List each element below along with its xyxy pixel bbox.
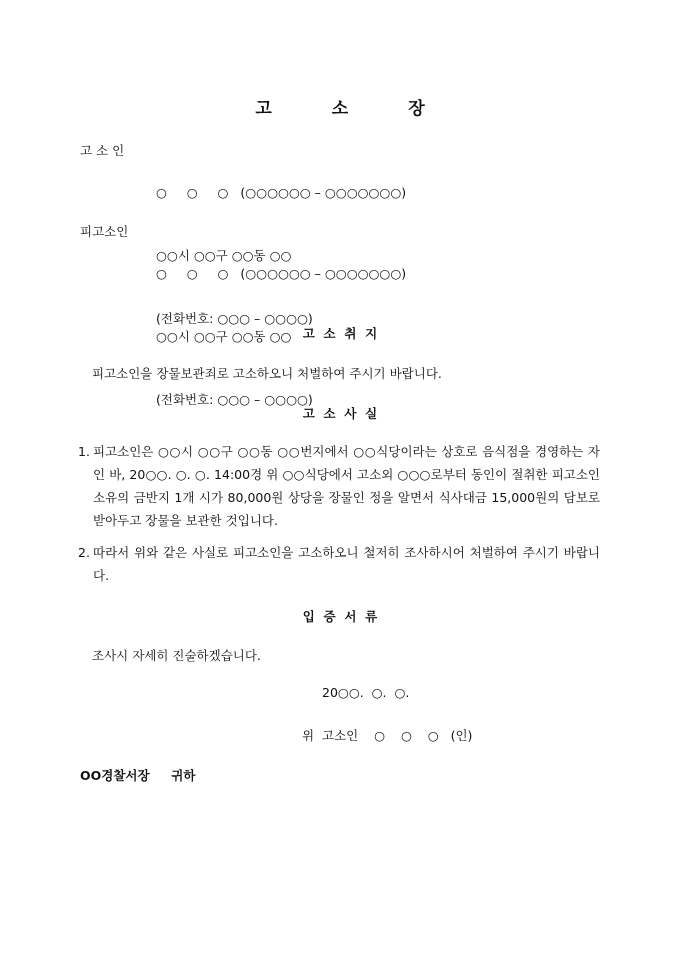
title-char-1: 고 (255, 99, 272, 119)
signer-line: 위 고소인 ○ ○ ○ (인) (302, 728, 473, 743)
defendant-address: ○○시 ○○구 ○○동 ○○ (156, 329, 292, 344)
evidence-text: 조사시 자세히 진술하겠습니다. (92, 648, 261, 663)
defendant-label: 피고소인 (80, 224, 129, 239)
complainant-phone: (전화번호: ○○○ – ○○○○) (156, 311, 313, 326)
defendant-name-line: ○ ○ ○ (○○○○○○ – ○○○○○○○) (156, 266, 407, 281)
purpose-text: 피고소인을 장물보관죄로 고소하오니 처벌하여 주시기 바랍니다. (92, 366, 442, 381)
defendant-phone: (전화번호: ○○○ – ○○○○) (156, 392, 313, 407)
fact-item-1 (78, 440, 600, 532)
recipient-line: OO경찰서장 귀하 (80, 768, 196, 783)
fact-item-text: 따라서 위와 같은 사실로 피고소인을 고소하오니 철저히 조사하시어 처벌하여 주시기 바랍니다. (93, 545, 600, 583)
fact-item-text: 피고소인은 ○○시 ○○구 ○○동 ○○번지에서 ○○식당이라는 상호로 음식점을 경영하는 자인 바, 20○○. ○. ○. 14:00경 위 ○○식당에서 고소외 ○○○로부터 동인이 절취한 피고소인 소유의 금반지 1개 시가 80,000원 상당을 장물인 정을 알면서 식사대금 15,000원의 담보로 받아두고 장물을 보관한 것입니다. (93, 444, 600, 528)
complainant-label: 고 소 인 (80, 143, 125, 158)
evidence-heading: 입 증 서 류 (302, 609, 378, 624)
purpose-heading: 고 소 취 지 (302, 326, 378, 341)
fact-item-number: 2. (78, 545, 90, 560)
document-date: 20○○. ○. ○. (322, 685, 410, 700)
document-title (0, 94, 680, 119)
fact-item-number: 1. (78, 444, 90, 459)
complainant-name-line: ○ ○ ○ (○○○○○○ – ○○○○○○○) (156, 185, 407, 200)
complainant-address: ○○시 ○○구 ○○동 ○○ (156, 248, 292, 263)
facts-heading: 고 소 사 실 (302, 406, 378, 421)
fact-item-2 (78, 541, 600, 587)
title-char-2: 소 (331, 99, 349, 119)
title-char-3: 장 (408, 99, 425, 119)
